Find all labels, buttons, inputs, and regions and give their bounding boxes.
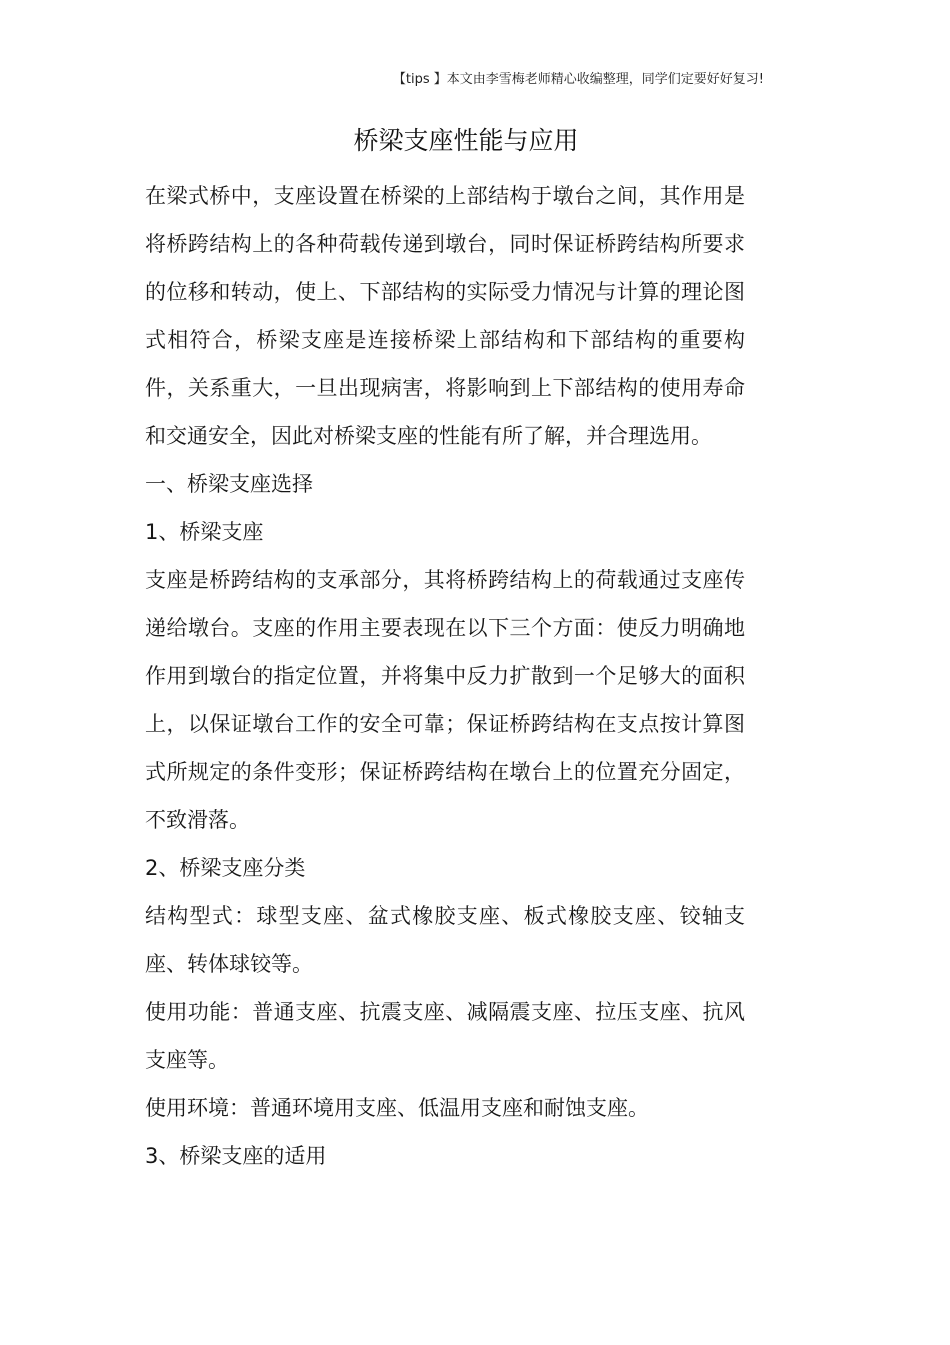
paragraph-intro: 在梁式桥中，支座设置在桥梁的上部结构于墩台之间，其作用是将桥跨结构上的各种荷载传递到墩台，同时保证桥跨结构所要求的位移和转动，使上、下部结构的实际受力情况与计算的理论图式相符合，桥梁支座是连接桥梁上部结构和下部结构的重要构件，关系重大，一旦出现病害，将影响到上下部结构的使用寿命和交通安全，因此对桥梁支座的性能有所了解，并合理选用。 [145,184,745,448]
section-heading-1: 一、桥梁支座选择 [145,472,313,496]
document-body [145,172,745,1180]
paragraph-bearing-function: 支座是桥跨结构的支承部分，其将桥跨结构上的荷载通过支座传递给墩台。支座的作用主要表现在以下三个方面：使反力明确地作用到墩台的指定位置，并将集中反力扩散到一个足够大的面积上，以保证墩台工作的安全可靠；保证桥跨结构在支点按计算图式所规定的条件变形；保证桥跨结构在墩台上的位置充分固定，不致滑落。 [145,568,745,832]
subsection-heading-2: 2、桥梁支座分类 [145,856,306,880]
subsection-heading-1: 1、桥梁支座 [145,520,264,544]
subsection-heading-3: 3、桥梁支座的适用 [145,1144,327,1168]
header-tip: 【tips 】本文由李雪梅老师精心收编整理，同学们定要好好复习! [392,72,764,87]
paragraph-use-environment: 使用环境：普通环境用支座、低温用支座和耐蚀支座。 [145,1096,649,1120]
paragraph-structure-type: 结构型式：球型支座、盆式橡胶支座、板式橡胶支座、铰轴支座、转体球铰等。 [145,904,745,976]
paragraph-use-function: 使用功能：普通支座、抗震支座、减隔震支座、拉压支座、抗风支座等。 [145,1000,745,1072]
page-title: 桥梁支座性能与应用 [353,126,579,155]
